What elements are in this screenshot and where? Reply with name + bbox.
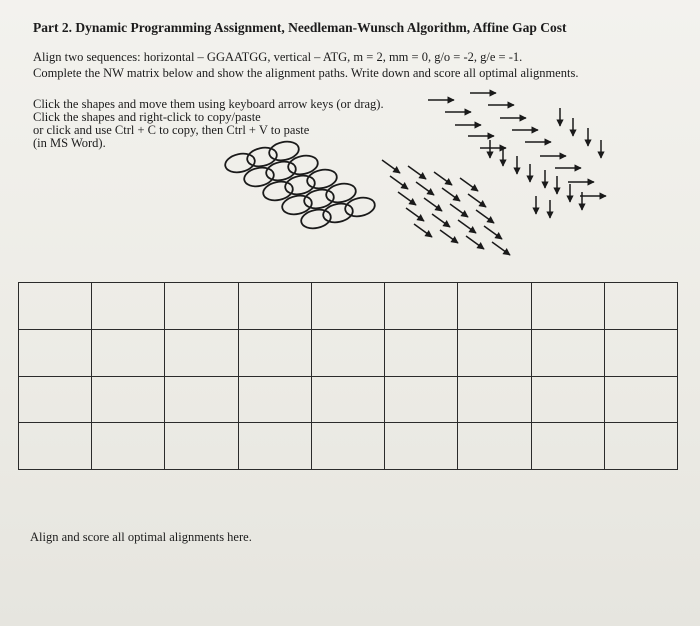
diagonal-arrow-shape[interactable] xyxy=(492,242,510,255)
matrix-row xyxy=(19,329,678,376)
matrix-cell[interactable] xyxy=(311,283,384,330)
instruction-line: (in MS Word). xyxy=(33,136,106,150)
diagonal-arrow-shape[interactable] xyxy=(442,188,460,201)
matrix-cell[interactable] xyxy=(165,423,238,470)
oval-shape[interactable] xyxy=(223,151,256,175)
matrix-cell[interactable] xyxy=(604,376,677,423)
diagonal-arrow-shape[interactable] xyxy=(398,192,416,205)
matrix-cell[interactable] xyxy=(92,329,165,376)
diagonal-arrow-shape[interactable] xyxy=(440,230,458,243)
matrix-cell[interactable] xyxy=(458,376,531,423)
diagonal-arrow-shape[interactable] xyxy=(390,176,408,189)
oval-shape[interactable] xyxy=(283,173,316,197)
diagonal-arrow-shape[interactable] xyxy=(432,214,450,227)
matrix-cell[interactable] xyxy=(531,376,604,423)
diagonal-arrow-shapes xyxy=(382,160,510,255)
oval-shape[interactable] xyxy=(302,187,335,211)
matrix-cell[interactable] xyxy=(19,283,92,330)
diagonal-arrow-shape[interactable] xyxy=(408,166,426,179)
matrix-cell[interactable] xyxy=(385,423,458,470)
matrix-row xyxy=(19,376,678,423)
oval-shape[interactable] xyxy=(324,181,357,205)
diagonal-arrow-shape[interactable] xyxy=(484,226,502,239)
oval-shape[interactable] xyxy=(305,167,338,191)
oval-shape[interactable] xyxy=(321,201,354,225)
sequence-description: Align two sequences: horizontal – GGAATGG, vertical – ATG, m = 2, mm = 0, g/o = -2, g/e = -1. xyxy=(33,50,523,64)
matrix-cell[interactable] xyxy=(458,283,531,330)
diagonal-arrow-shape[interactable] xyxy=(424,198,442,211)
oval-shapes xyxy=(223,139,376,231)
matrix-cell[interactable] xyxy=(385,329,458,376)
diagonal-arrow-shape[interactable] xyxy=(406,208,424,221)
instruction-line: or click and use Ctrl + C to copy, then Ctrl + V to paste xyxy=(33,123,310,137)
matrix-row xyxy=(19,423,678,470)
oval-shape[interactable] xyxy=(261,179,294,203)
task-description: Complete the NW matrix below and show the alignment paths. Write down and score all optimal alignments. xyxy=(33,66,579,80)
diagonal-arrow-shape[interactable] xyxy=(382,160,400,173)
matrix-cell[interactable] xyxy=(311,423,384,470)
oval-shape[interactable] xyxy=(286,153,319,177)
matrix-cell[interactable] xyxy=(165,283,238,330)
matrix-cell[interactable] xyxy=(311,329,384,376)
matrix-cell[interactable] xyxy=(238,423,311,470)
matrix-cell[interactable] xyxy=(385,283,458,330)
diagonal-arrow-shape[interactable] xyxy=(450,204,468,217)
diagonal-arrow-shape[interactable] xyxy=(434,172,452,185)
diagonal-arrow-shape[interactable] xyxy=(458,220,476,233)
matrix-cell[interactable] xyxy=(19,329,92,376)
matrix-cell[interactable] xyxy=(92,376,165,423)
matrix-cell[interactable] xyxy=(458,423,531,470)
matrix-cell[interactable] xyxy=(238,376,311,423)
matrix-cell[interactable] xyxy=(19,423,92,470)
diagonal-arrow-shape[interactable] xyxy=(476,210,494,223)
matrix-cell[interactable] xyxy=(458,329,531,376)
oval-shape[interactable] xyxy=(343,195,376,219)
nw-matrix xyxy=(18,282,678,470)
matrix-cell[interactable] xyxy=(385,376,458,423)
diagonal-arrow-shape[interactable] xyxy=(460,178,478,191)
oval-shape[interactable] xyxy=(299,207,332,231)
matrix-cell[interactable] xyxy=(531,329,604,376)
matrix-cell[interactable] xyxy=(165,329,238,376)
matrix-row xyxy=(19,283,678,330)
down-arrow-shapes xyxy=(490,108,601,218)
instruction-line: Click the shapes and move them using keyboard arrow keys (or drag). xyxy=(33,97,384,111)
diagonal-arrow-shape[interactable] xyxy=(466,236,484,249)
matrix-cell[interactable] xyxy=(531,423,604,470)
matrix-cell[interactable] xyxy=(165,376,238,423)
instruction-line: Click the shapes and right-click to copy/paste xyxy=(33,110,261,124)
matrix-cell[interactable] xyxy=(604,423,677,470)
matrix-cell[interactable] xyxy=(311,376,384,423)
diagonal-arrow-shape[interactable] xyxy=(416,182,434,195)
right-arrow-shapes xyxy=(428,93,606,196)
oval-shape[interactable] xyxy=(245,145,278,169)
diagonal-arrow-shape[interactable] xyxy=(414,224,432,237)
oval-shape[interactable] xyxy=(242,165,275,189)
matrix-cell[interactable] xyxy=(531,283,604,330)
diagonal-arrow-shape[interactable] xyxy=(468,194,486,207)
matrix-cell[interactable] xyxy=(92,423,165,470)
matrix-cell[interactable] xyxy=(238,283,311,330)
oval-shape[interactable] xyxy=(267,139,300,163)
oval-shape[interactable] xyxy=(280,193,313,217)
alignment-instruction: Align and score all optimal alignments here. xyxy=(30,530,252,544)
matrix-cell[interactable] xyxy=(604,283,677,330)
matrix-cell[interactable] xyxy=(238,329,311,376)
matrix-cell[interactable] xyxy=(92,283,165,330)
matrix-cell[interactable] xyxy=(604,329,677,376)
matrix-cell[interactable] xyxy=(19,376,92,423)
assignment-title: Part 2. Dynamic Programming Assignment, Needleman-Wunsch Algorithm, Affine Gap Cost xyxy=(33,20,567,35)
oval-shape[interactable] xyxy=(264,159,297,183)
